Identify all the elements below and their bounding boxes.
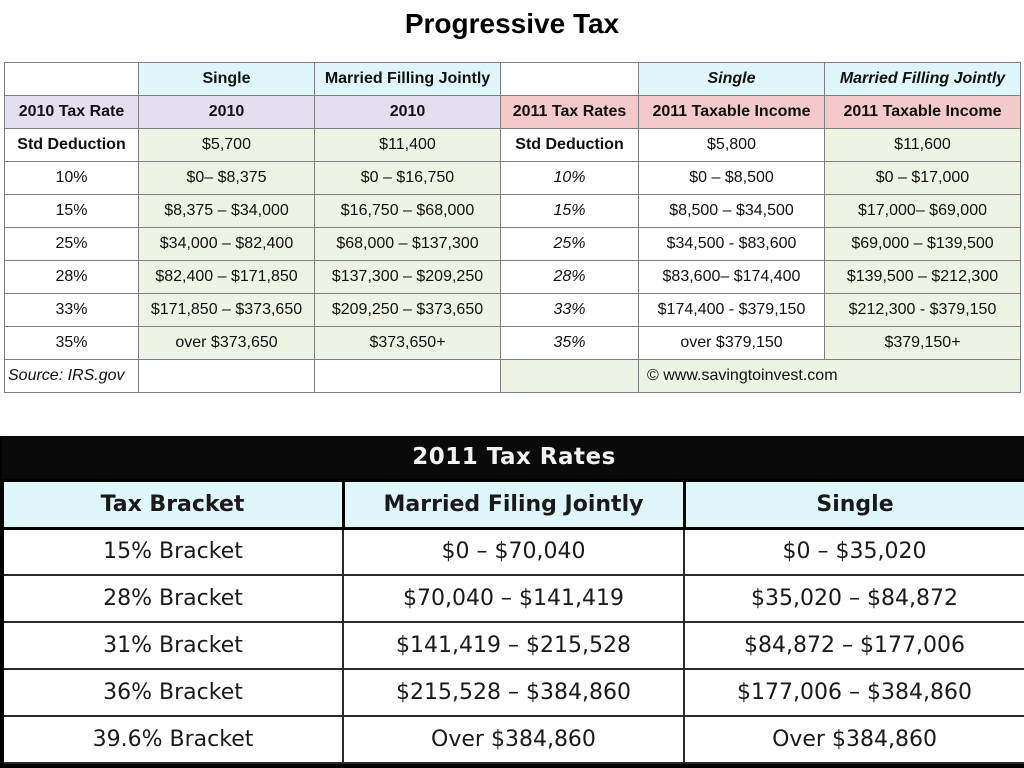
footer-row: [5, 360, 1021, 393]
table-cell: $68,000 – $137,300: [315, 228, 501, 261]
bracket-label: 15% Bracket: [2, 528, 343, 575]
row-label: 33%: [5, 294, 139, 327]
page-title: Progressive Tax: [404, 8, 620, 39]
table-cell: $177,006 – $384,860: [684, 669, 1024, 716]
tax-table-2011-wrapper: [0, 436, 1024, 768]
row-label: Std Deduction: [5, 129, 139, 162]
table-cell: $212,300 - $379,150: [825, 294, 1021, 327]
row-label: 25%: [501, 228, 639, 261]
row-label: 10%: [5, 162, 139, 195]
bracket-label: 28% Bracket: [2, 575, 343, 622]
table-row: [5, 327, 1021, 360]
row-label: 15%: [5, 195, 139, 228]
row-label: 33%: [501, 294, 639, 327]
table-cell: $16,750 – $68,000: [315, 195, 501, 228]
header-cell: [5, 63, 139, 96]
column-header: Married Filing Jointly: [343, 480, 684, 528]
table-cell: $17,000– $69,000: [825, 195, 1021, 228]
row-label: 35%: [5, 327, 139, 360]
bracket-label: 36% Bracket: [2, 669, 343, 716]
header-cell: 2011 Taxable Income: [825, 96, 1021, 129]
header-cell: Married Filling Jointly: [825, 63, 1021, 96]
table-cell: $34,500 - $83,600: [639, 228, 825, 261]
header-row-2: [5, 96, 1021, 129]
bracket-label: 31% Bracket: [2, 622, 343, 669]
table-cell: $171,850 – $373,650: [139, 294, 315, 327]
table-cell: $215,528 – $384,860: [343, 669, 684, 716]
source-note: Source: IRS.gov: [5, 360, 139, 393]
copyright-note: © www.savingtoinvest.com: [639, 360, 1021, 393]
empty-cell: [139, 360, 315, 393]
table-cell: $137,300 – $209,250: [315, 261, 501, 294]
header-cell: Married Filling Jointly: [315, 63, 501, 96]
table-row: [2, 528, 1024, 575]
empty-cell: [315, 360, 501, 393]
table-cell: $8,500 – $34,500: [639, 195, 825, 228]
table-cell: $70,040 – $141,419: [343, 575, 684, 622]
header-cell: Single: [639, 63, 825, 96]
table-row: [5, 261, 1021, 294]
header-cell: 2011 Tax Rates: [501, 96, 639, 129]
table-cell: over $379,150: [639, 327, 825, 360]
table-cell: over $373,650: [139, 327, 315, 360]
table-cell: $5,800: [639, 129, 825, 162]
row-label: 35%: [501, 327, 639, 360]
header-row: [2, 480, 1024, 528]
table-cell: $84,872 – $177,006: [684, 622, 1024, 669]
table-row: [2, 622, 1024, 669]
column-header: Single: [684, 480, 1024, 528]
table-cell: $174,400 - $379,150: [639, 294, 825, 327]
table-cell: $11,400: [315, 129, 501, 162]
tax-table-2010-2011: [4, 62, 1021, 393]
header-cell: [501, 63, 639, 96]
table-row: [5, 195, 1021, 228]
header-cell: 2010 Tax Rate: [5, 96, 139, 129]
table-cell: $35,020 – $84,872: [684, 575, 1024, 622]
table-cell: $373,650+: [315, 327, 501, 360]
table-cell: $141,419 – $215,528: [343, 622, 684, 669]
row-label: Std Deduction: [501, 129, 639, 162]
header-cell: Single: [139, 63, 315, 96]
table-caption: 2011 Tax Rates: [2, 436, 1024, 480]
table-row: [5, 129, 1021, 162]
header-cell: 2010: [139, 96, 315, 129]
table-cell: $0 – $8,500: [639, 162, 825, 195]
table-cell: $0 – $16,750: [315, 162, 501, 195]
table-row: [2, 575, 1024, 622]
table-cell: $379,150+: [825, 327, 1021, 360]
table-cell: $11,600: [825, 129, 1021, 162]
table-cell: $0 – $17,000: [825, 162, 1021, 195]
table-cell: $69,000 – $139,500: [825, 228, 1021, 261]
row-label: 15%: [501, 195, 639, 228]
table-cell: $5,700: [139, 129, 315, 162]
row-label: 28%: [501, 261, 639, 294]
row-label: 28%: [5, 261, 139, 294]
table-row: [2, 716, 1024, 763]
column-header: Tax Bracket: [2, 480, 343, 528]
table-cell: $0 – $70,040: [343, 528, 684, 575]
table-cell: $209,250 – $373,650: [315, 294, 501, 327]
header-row-1: [5, 63, 1021, 96]
table-cell: $34,000 – $82,400: [139, 228, 315, 261]
table-row: [5, 162, 1021, 195]
table-cell: $0 – $35,020: [684, 528, 1024, 575]
empty-cell: [501, 360, 639, 393]
table-cell: Over $384,860: [343, 716, 684, 763]
table-cell: $0– $8,375: [139, 162, 315, 195]
header-cell: 2011 Taxable Income: [639, 96, 825, 129]
table-cell: $82,400 – $171,850: [139, 261, 315, 294]
table-cell: $8,375 – $34,000: [139, 195, 315, 228]
table-cell: $139,500 – $212,300: [825, 261, 1021, 294]
table-row: [5, 228, 1021, 261]
table-row: [5, 294, 1021, 327]
row-label: 10%: [501, 162, 639, 195]
bracket-label: 39.6% Bracket: [2, 716, 343, 763]
tax-table-2011: [0, 436, 1024, 764]
row-label: 25%: [5, 228, 139, 261]
table-cell: $83,600– $174,400: [639, 261, 825, 294]
table-row: [2, 669, 1024, 716]
header-cell: 2010: [315, 96, 501, 129]
table-cell: Over $384,860: [684, 716, 1024, 763]
